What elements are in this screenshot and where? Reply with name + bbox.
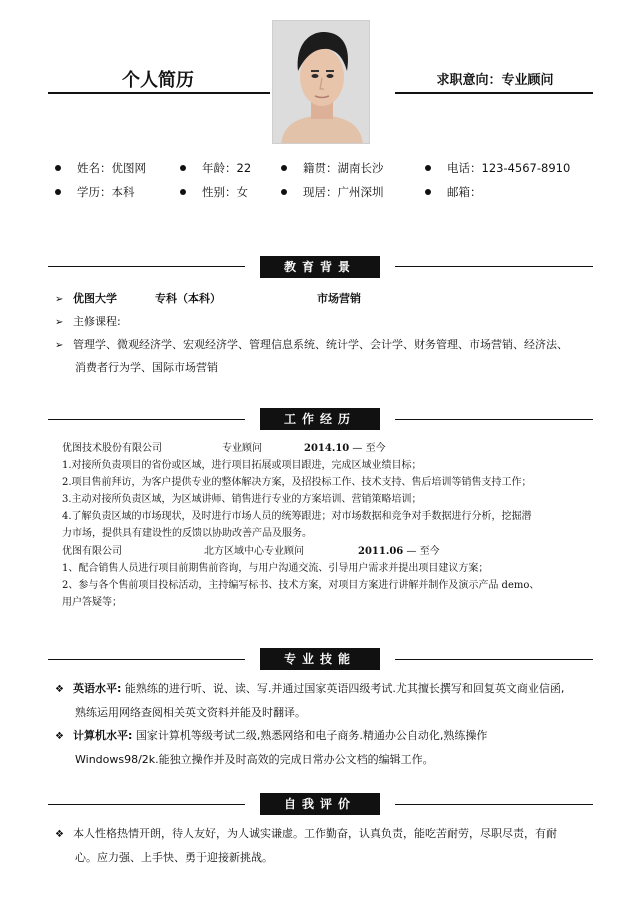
diamond-bullet-icon: ❖ bbox=[55, 684, 64, 695]
bullet-icon bbox=[281, 165, 287, 171]
section-heading-work: 工作经历 bbox=[260, 408, 380, 430]
section-divider bbox=[48, 419, 245, 420]
job2-header: 优图有限公司 北方区域中心专业顾问 2011.06 — 至今 bbox=[62, 546, 440, 557]
bullet-icon bbox=[281, 189, 287, 195]
job1-duty: 2.项目售前拜访，为客户提供专业的整体解决方案，及招投标工作、技术支持、售后培训等销售支持工作； bbox=[62, 477, 532, 488]
job-objective: 求职意向：专业顾问 bbox=[436, 73, 554, 88]
section-divider bbox=[395, 804, 593, 805]
education-school-row: ➢ 优图大学 专科（本科） 市场营销 bbox=[55, 292, 361, 305]
info-row-1 bbox=[55, 160, 615, 176]
section-divider bbox=[395, 419, 593, 420]
job1-duty: 3.主动对接所负责区域，为区域讲师、销售进行专业的方案培训、营销策略培训； bbox=[62, 494, 422, 505]
profile-photo bbox=[272, 20, 370, 144]
work-experience bbox=[62, 440, 597, 620]
self-evaluation bbox=[55, 822, 595, 869]
info-age: 年龄：22 bbox=[180, 160, 251, 176]
skill-english-cont: 熟练运用网络查阅相关英文资料并能及时翻译。 bbox=[75, 706, 306, 719]
diamond-bullet-icon: ❖ bbox=[55, 731, 64, 742]
section-divider bbox=[48, 266, 245, 267]
section-divider bbox=[395, 659, 593, 660]
info-gender: 性别：女 bbox=[180, 184, 248, 200]
section-divider bbox=[48, 804, 245, 805]
bullet-icon bbox=[180, 165, 186, 171]
info-hometown: 籍贯：湖南长沙 bbox=[281, 160, 384, 176]
section-heading-education: 教育背景 bbox=[260, 256, 380, 278]
arrow-bullet-icon: ➢ bbox=[55, 294, 64, 305]
section-divider bbox=[48, 659, 245, 660]
diamond-bullet-icon: ❖ bbox=[55, 829, 64, 840]
bullet-icon bbox=[55, 189, 61, 195]
self-eval-text: ❖ 本人性格热情开朗，待人友好，为人诚实谦虚。工作勤奋，认真负责，能吃苦耐劳，尽职尽责，有耐 bbox=[55, 822, 595, 846]
info-email: 邮箱： bbox=[425, 184, 482, 200]
bullet-icon bbox=[425, 189, 431, 195]
job1-duty: 4.了解负责区域的市场现状，及时进行市场人员的统筹跟进；对市场数据和竞争对手数据进行分析，挖掘潜 bbox=[62, 511, 532, 522]
job2-duty: 1、配合销售人员进行项目前期售前咨询，与用户沟通交流、引导用户需求并提出项目建议方案； bbox=[62, 563, 489, 574]
info-row-2 bbox=[55, 184, 615, 200]
job1-duty: 1.对接所负责项目的省份或区域，进行项目拓展或项目跟进，完成区域业绩目标； bbox=[62, 460, 422, 471]
info-name: 姓名：优图网 bbox=[55, 160, 146, 176]
info-residence: 现居：广州深圳 bbox=[281, 184, 384, 200]
section-heading-skills: 专业技能 bbox=[260, 648, 380, 670]
section-heading-self-eval: 自我评价 bbox=[260, 793, 380, 815]
bullet-icon bbox=[425, 165, 431, 171]
job2-duty: 2、参与各个售前项目投标活动，主持编写标书、技术方案，对项目方案进行讲解并制作及演示产品 demo、 bbox=[62, 580, 540, 591]
skills-list bbox=[55, 677, 595, 771]
info-phone: 电话：123-4567-8910 bbox=[425, 160, 570, 176]
job1-duty: 力市场，提供具有建设性的反馈以协助改善产品及服务。 bbox=[62, 528, 312, 539]
arrow-bullet-icon: ➢ bbox=[55, 340, 64, 351]
bullet-icon bbox=[180, 189, 186, 195]
education-courses-list-cont: 消费者行为学、国际市场营销 bbox=[75, 361, 218, 374]
skill-english: ❖ 英语水平: 能熟练的进行听、说、读、写.并通过国家英语四级考试.尤其擅长撰写和回复英文商业信函, bbox=[55, 677, 595, 701]
self-eval-text-cont: 心。应力强、上手快、勇于迎接新挑战。 bbox=[75, 851, 273, 864]
education-courses-list: ➢ 管理学、微观经济学、宏观经济学、管理信息系统、统计学、会计学、财务管理、市场营销、经济法、 bbox=[55, 338, 568, 351]
info-education: 学历：本科 bbox=[55, 184, 135, 200]
title-underline-right bbox=[395, 92, 593, 94]
bullet-icon bbox=[55, 165, 61, 171]
section-divider bbox=[395, 266, 593, 267]
education-courses-label: ➢ 主修课程: bbox=[55, 315, 121, 328]
title-underline-left bbox=[48, 92, 270, 94]
job1-header: 优图技术股份有限公司 专业顾问 2014.10 — 至今 bbox=[62, 443, 386, 454]
skill-computer: ❖ 计算机水平: 国家计算机等级考试二级,熟悉网络和电子商务.精通办公自动化,熟练操作 bbox=[55, 724, 595, 748]
arrow-bullet-icon: ➢ bbox=[55, 317, 64, 328]
skill-computer-cont: Windows98/2k.能独立操作并及时高效的完成日常办公文档的编辑工作。 bbox=[75, 753, 434, 766]
job2-duty: 用户答疑等； bbox=[62, 597, 122, 608]
resume-title: 个人简历 bbox=[122, 70, 194, 91]
